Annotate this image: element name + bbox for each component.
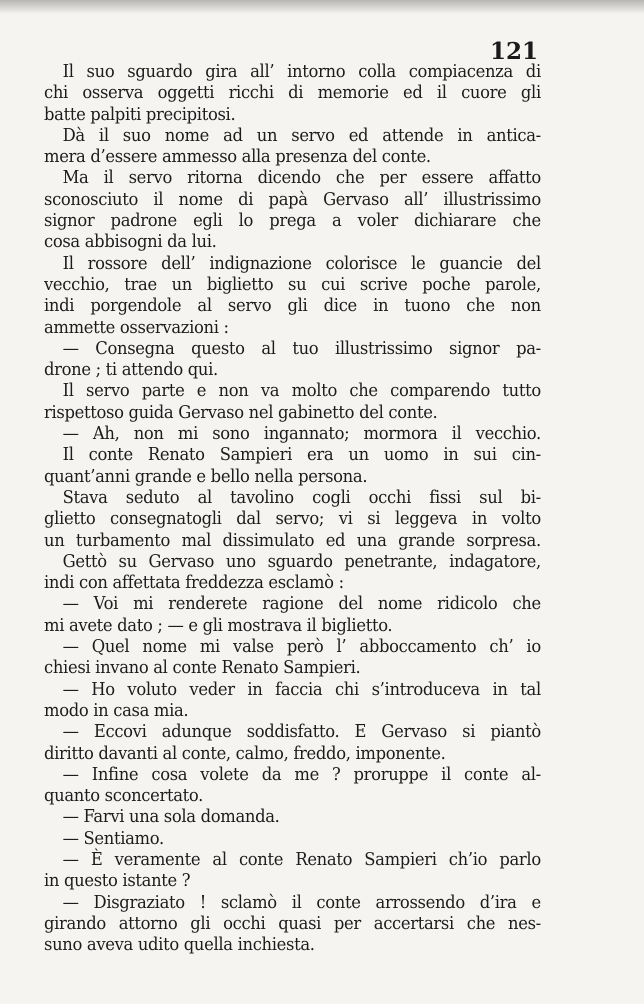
- text-line: — Sentiamo.: [62, 828, 164, 849]
- text-line: cosa abbisogni da lui.: [44, 232, 217, 253]
- text-line: — Farvi una sola domanda.: [62, 807, 280, 828]
- text-line: chi osserva oggetti ricchi di memorie ed il cuore gli: [44, 83, 541, 104]
- text-line: quant’anni grande e bello nella persona.: [44, 466, 368, 487]
- text-line: ammette osservazioni :: [44, 317, 229, 338]
- text-line: Stava seduto al tavolino cogli occhi fissi sul bi-: [62, 487, 541, 508]
- body-text: [44, 62, 541, 956]
- text-line: quanto sconcertato.: [44, 786, 204, 807]
- text-line: — Eccovi adunque soddisfatto. E Gervaso si piantò: [62, 722, 541, 743]
- text-line: Gettò su Gervaso uno sguardo penetrante, indagatore,: [62, 551, 541, 572]
- text-line: mera d’essere ammesso alla presenza del conte.: [44, 147, 431, 168]
- text-line: glietto consegnatogli dal servo; vi si leggeva in volto: [44, 509, 541, 530]
- text-line: Ma il servo ritorna dicendo che per essere affatto: [62, 168, 541, 189]
- text-line: batte palpiti precipitosi.: [44, 104, 236, 125]
- text-line: modo in casa mia.: [44, 700, 189, 721]
- page-edge-shadow: [0, 0, 644, 14]
- text-line: chiesi invano al conte Renato Sampieri.: [44, 658, 361, 679]
- text-line: Il servo parte e non va molto che comparendo tutto: [62, 381, 541, 402]
- text-line: indi con affettata freddezza esclamò :: [44, 573, 344, 594]
- text-line: Il conte Renato Sampieri era un uomo in sui cin-: [62, 445, 541, 466]
- text-line: diritto davanti al conte, calmo, freddo, imponente.: [44, 743, 446, 764]
- text-line: indi porgendole al servo gli dice in tuono che non: [44, 296, 541, 317]
- text-line: Il suo sguardo gira all’ intorno colla compiacenza di: [62, 62, 541, 82]
- text-line: — Quel nome mi valse però l’ abboccamento ch’ io: [62, 637, 541, 658]
- text-line: — Infine cosa volete da me ? proruppe il conte al-: [62, 764, 541, 785]
- text-line: un turbamento mal dissimulato ed una grande sorpresa.: [44, 530, 541, 551]
- text-line: rispettoso guida Gervaso nel gabinetto del conte.: [44, 402, 438, 423]
- page-number: 121: [489, 38, 538, 65]
- text-line: girando attorno gli occhi quasi per accertarsi che nes-: [44, 913, 541, 934]
- text-line: — Disgraziato ! sclamò il conte arrossendo d’ira e: [62, 892, 541, 913]
- text-line: signor padrone egli lo prega a voler dichiarare che: [44, 211, 541, 232]
- text-line: mi avete dato ; — e gli mostrava il biglietto.: [44, 615, 393, 636]
- text-line: vecchio, trae un biglietto su cui scrive poche parole,: [44, 274, 541, 295]
- text-line: in questo istante ?: [44, 871, 191, 892]
- text-line: sconosciuto il nome di papà Gervaso all’ illustrissimo: [44, 189, 541, 210]
- text-line: — Voi mi renderete ragione del nome ridicolo che: [62, 594, 541, 615]
- text-line: suno aveva udito quella inchiesta.: [44, 935, 315, 956]
- text-line: drone ; ti attendo qui.: [44, 360, 218, 381]
- text-line: — È veramente al conte Renato Sampieri ch’io parlo: [62, 849, 541, 870]
- text-line: Il rossore dell’ indignazione colorisce le guancie del: [62, 253, 541, 274]
- text-line: — Ho voluto veder in faccia chi s’introduceva in tal: [62, 679, 541, 700]
- text-line: — Consegna questo al tuo illustrissimo signor pa-: [62, 338, 541, 359]
- text-line: Dà il suo nome ad un servo ed attende in antica-: [62, 125, 541, 146]
- text-line: — Ah, non mi sono ingannato; mormora il vecchio.: [62, 424, 541, 445]
